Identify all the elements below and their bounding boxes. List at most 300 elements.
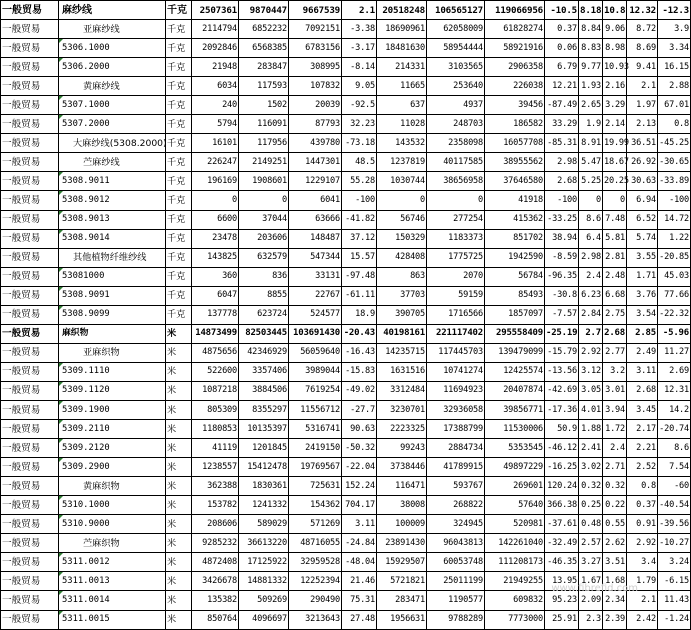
cell-v7[interactable]: 7773000 xyxy=(485,610,545,629)
cell-v10[interactable]: 19.99 xyxy=(603,134,627,153)
cell-v4[interactable]: -22.04 xyxy=(342,458,377,477)
cell-v2[interactable]: 82503445 xyxy=(239,324,289,343)
cell-commodity[interactable]: 黄麻纱线 xyxy=(59,77,166,96)
cell-v1[interactable]: 2507361 xyxy=(192,1,239,20)
cell-v10[interactable]: 3.2 xyxy=(603,362,627,381)
cell-v11[interactable]: 2.52 xyxy=(627,458,658,477)
cell-commodity[interactable]: 其他植物纤维纱线 xyxy=(59,248,166,267)
cell-v4[interactable]: -24.84 xyxy=(342,534,377,553)
cell-v12[interactable]: -12.3 xyxy=(658,1,691,20)
cell-v6[interactable]: 2884734 xyxy=(427,439,485,458)
cell-v11[interactable]: 2.68 xyxy=(627,381,658,400)
cell-v9[interactable]: 8.91 xyxy=(579,134,603,153)
cell-v1[interactable]: 240 xyxy=(192,96,239,115)
cell-v3[interactable]: 48716055 xyxy=(289,534,342,553)
cell-v6[interactable]: 58954444 xyxy=(427,39,485,58)
cell-commodity[interactable]: 5307.2000 xyxy=(59,115,166,134)
cell-v9[interactable]: 6.4 xyxy=(579,229,603,248)
cell-v6[interactable]: 1775725 xyxy=(427,248,485,267)
cell-v12[interactable]: -20.85 xyxy=(658,248,691,267)
cell-v2[interactable]: 1502 xyxy=(239,96,289,115)
cell-v2[interactable]: 17125922 xyxy=(239,553,289,572)
cell-v5[interactable]: 100009 xyxy=(377,515,427,534)
cell-v4[interactable]: -61.11 xyxy=(342,286,377,305)
cell-commodity[interactable]: 5309.1120 xyxy=(59,381,166,400)
cell-v9[interactable]: 3.02 xyxy=(579,458,603,477)
cell-v1[interactable]: 1087218 xyxy=(192,381,239,400)
cell-unit[interactable]: 千克 xyxy=(166,210,192,229)
cell-v9[interactable]: 2.41 xyxy=(579,439,603,458)
cell-v11[interactable]: 6.52 xyxy=(627,210,658,229)
cell-trade-mode[interactable]: 一般贸易 xyxy=(1,172,59,191)
cell-v8[interactable]: 95.23 xyxy=(545,591,579,610)
cell-v7[interactable]: 269601 xyxy=(485,477,545,496)
cell-v2[interactable]: 836 xyxy=(239,267,289,286)
cell-v3[interactable]: 87793 xyxy=(289,115,342,134)
cell-v8[interactable]: -16.25 xyxy=(545,458,579,477)
cell-v4[interactable]: -41.82 xyxy=(342,210,377,229)
cell-v11[interactable]: 2.42 xyxy=(627,610,658,629)
cell-v10[interactable]: 2.48 xyxy=(603,267,627,286)
cell-v7[interactable]: 5353545 xyxy=(485,439,545,458)
cell-v5[interactable]: 15929507 xyxy=(377,553,427,572)
cell-v12[interactable]: -33.89 xyxy=(658,172,691,191)
cell-v7[interactable]: 119066956 xyxy=(485,1,545,20)
cell-trade-mode[interactable]: 一般贸易 xyxy=(1,115,59,134)
cell-commodity[interactable]: 亚麻织物 xyxy=(59,343,166,362)
cell-v1[interactable]: 805309 xyxy=(192,400,239,419)
cell-v5[interactable]: 3230701 xyxy=(377,400,427,419)
cell-v5[interactable]: 1631516 xyxy=(377,362,427,381)
cell-v1[interactable]: 16101 xyxy=(192,134,239,153)
cell-trade-mode[interactable]: 一般贸易 xyxy=(1,572,59,591)
cell-v1[interactable]: 135382 xyxy=(192,591,239,610)
cell-v7[interactable]: 49897229 xyxy=(485,458,545,477)
cell-v11[interactable]: 8.69 xyxy=(627,39,658,58)
cell-v1[interactable]: 6047 xyxy=(192,286,239,305)
cell-v7[interactable]: 39856771 xyxy=(485,400,545,419)
cell-commodity[interactable]: 5308.9091 xyxy=(59,286,166,305)
cell-unit[interactable]: 千克 xyxy=(166,229,192,248)
cell-v11[interactable]: 2.1 xyxy=(627,77,658,96)
cell-commodity[interactable]: 5309.2110 xyxy=(59,420,166,439)
cell-v6[interactable]: 253640 xyxy=(427,77,485,96)
cell-commodity[interactable]: 5311.0014 xyxy=(59,591,166,610)
cell-commodity[interactable]: 5311.0012 xyxy=(59,553,166,572)
cell-v2[interactable]: 509269 xyxy=(239,591,289,610)
cell-commodity[interactable]: 5308.9012 xyxy=(59,191,166,210)
cell-v4[interactable]: -3.38 xyxy=(342,20,377,39)
cell-v9[interactable]: 4.01 xyxy=(579,400,603,419)
cell-v7[interactable]: 1942590 xyxy=(485,248,545,267)
cell-v11[interactable]: 3.55 xyxy=(627,248,658,267)
cell-v8[interactable]: -87.49 xyxy=(545,96,579,115)
cell-v10[interactable]: 0.22 xyxy=(603,496,627,515)
cell-v3[interactable]: 1229107 xyxy=(289,172,342,191)
cell-unit[interactable]: 米 xyxy=(166,553,192,572)
cell-v12[interactable]: -5.96 xyxy=(658,324,691,343)
cell-v2[interactable]: 203606 xyxy=(239,229,289,248)
cell-v1[interactable]: 360 xyxy=(192,267,239,286)
cell-v2[interactable]: 1908601 xyxy=(239,172,289,191)
cell-v6[interactable]: 40117585 xyxy=(427,153,485,172)
cell-v6[interactable]: 2358098 xyxy=(427,134,485,153)
cell-v12[interactable]: -45.25 xyxy=(658,134,691,153)
cell-v8[interactable]: 12.21 xyxy=(545,77,579,96)
cell-v12[interactable]: -40.54 xyxy=(658,496,691,515)
cell-v4[interactable]: -3.17 xyxy=(342,39,377,58)
cell-v11[interactable]: 2.85 xyxy=(627,324,658,343)
cell-v5[interactable]: 20518248 xyxy=(377,1,427,20)
cell-v9[interactable]: 5.25 xyxy=(579,172,603,191)
cell-v2[interactable]: 36613220 xyxy=(239,534,289,553)
cell-v11[interactable]: 30.63 xyxy=(627,172,658,191)
cell-unit[interactable]: 米 xyxy=(166,420,192,439)
cell-v4[interactable]: 55.28 xyxy=(342,172,377,191)
cell-unit[interactable]: 米 xyxy=(166,591,192,610)
cell-v11[interactable]: 12.32 xyxy=(627,1,658,20)
cell-v9[interactable]: 1.88 xyxy=(579,420,603,439)
cell-commodity[interactable]: 麻织物 xyxy=(59,324,166,343)
cell-v5[interactable]: 637 xyxy=(377,96,427,115)
cell-v9[interactable]: 3.05 xyxy=(579,381,603,400)
cell-v8[interactable]: 0.06 xyxy=(545,39,579,58)
cell-v6[interactable]: 11694923 xyxy=(427,381,485,400)
cell-v9[interactable]: 5.47 xyxy=(579,153,603,172)
cell-v6[interactable]: 59159 xyxy=(427,286,485,305)
cell-trade-mode[interactable]: 一般贸易 xyxy=(1,439,59,458)
cell-v12[interactable]: 77.66 xyxy=(658,286,691,305)
cell-trade-mode[interactable]: 一般贸易 xyxy=(1,229,59,248)
cell-v12[interactable]: 0.8 xyxy=(658,115,691,134)
cell-v9[interactable]: 6.23 xyxy=(579,286,603,305)
cell-v2[interactable]: 1201845 xyxy=(239,439,289,458)
cell-v7[interactable]: 295558409 xyxy=(485,324,545,343)
cell-v6[interactable]: 32936058 xyxy=(427,400,485,419)
cell-v1[interactable]: 4875656 xyxy=(192,343,239,362)
cell-v1[interactable]: 0 xyxy=(192,191,239,210)
cell-v12[interactable]: -22.32 xyxy=(658,305,691,324)
cell-v12[interactable]: 12.31 xyxy=(658,381,691,400)
cell-trade-mode[interactable]: 一般贸易 xyxy=(1,458,59,477)
cell-v5[interactable]: 0 xyxy=(377,191,427,210)
cell-v9[interactable]: 3.27 xyxy=(579,553,603,572)
cell-v7[interactable]: 520981 xyxy=(485,515,545,534)
cell-v4[interactable]: -15.83 xyxy=(342,362,377,381)
cell-v2[interactable]: 37044 xyxy=(239,210,289,229)
cell-v7[interactable]: 186582 xyxy=(485,115,545,134)
cell-v12[interactable]: -20.74 xyxy=(658,420,691,439)
cell-v6[interactable]: 62058009 xyxy=(427,20,485,39)
cell-v7[interactable]: 21949255 xyxy=(485,572,545,591)
cell-unit[interactable]: 千克 xyxy=(166,115,192,134)
cell-v2[interactable]: 3884506 xyxy=(239,381,289,400)
cell-v3[interactable]: 11556712 xyxy=(289,400,342,419)
cell-v12[interactable]: 3.9 xyxy=(658,20,691,39)
cell-trade-mode[interactable]: 一般贸易 xyxy=(1,20,59,39)
cell-v4[interactable]: 32.23 xyxy=(342,115,377,134)
cell-v6[interactable]: 4937 xyxy=(427,96,485,115)
cell-v6[interactable]: 10741274 xyxy=(427,362,485,381)
cell-unit[interactable]: 米 xyxy=(166,362,192,381)
cell-v8[interactable]: -15.79 xyxy=(545,343,579,362)
cell-v11[interactable]: 3.45 xyxy=(627,400,658,419)
cell-v10[interactable]: 20.25 xyxy=(603,172,627,191)
cell-commodity[interactable]: 5311.0013 xyxy=(59,572,166,591)
cell-v12[interactable]: 8.6 xyxy=(658,439,691,458)
cell-trade-mode[interactable]: 一般贸易 xyxy=(1,515,59,534)
cell-v7[interactable]: 85493 xyxy=(485,286,545,305)
cell-v2[interactable]: 1830361 xyxy=(239,477,289,496)
cell-v2[interactable]: 8355297 xyxy=(239,400,289,419)
cell-v6[interactable]: 221117402 xyxy=(427,324,485,343)
cell-v4[interactable]: -50.32 xyxy=(342,439,377,458)
cell-v11[interactable]: 5.74 xyxy=(627,229,658,248)
cell-v4[interactable]: 18.9 xyxy=(342,305,377,324)
cell-v12[interactable]: 3.34 xyxy=(658,39,691,58)
cell-v11[interactable]: 8.72 xyxy=(627,20,658,39)
cell-trade-mode[interactable]: 一般贸易 xyxy=(1,324,59,343)
cell-v3[interactable]: 3213643 xyxy=(289,610,342,629)
cell-v7[interactable]: 142261040 xyxy=(485,534,545,553)
cell-v8[interactable]: 366.38 xyxy=(545,496,579,515)
cell-v1[interactable]: 153782 xyxy=(192,496,239,515)
cell-v2[interactable]: 589029 xyxy=(239,515,289,534)
cell-v6[interactable]: 25011199 xyxy=(427,572,485,591)
cell-unit[interactable]: 米 xyxy=(166,343,192,362)
cell-v10[interactable]: 2.16 xyxy=(603,77,627,96)
cell-v8[interactable]: 2.68 xyxy=(545,172,579,191)
cell-v12[interactable]: 3.24 xyxy=(658,553,691,572)
cell-v5[interactable]: 56746 xyxy=(377,210,427,229)
cell-v7[interactable]: 39456 xyxy=(485,96,545,115)
cell-v6[interactable]: 2070 xyxy=(427,267,485,286)
cell-v1[interactable]: 14873499 xyxy=(192,324,239,343)
cell-trade-mode[interactable]: 一般贸易 xyxy=(1,248,59,267)
cell-v3[interactable]: 571269 xyxy=(289,515,342,534)
cell-v11[interactable]: 9.41 xyxy=(627,58,658,77)
cell-v9[interactable]: 0.48 xyxy=(579,515,603,534)
cell-unit[interactable]: 米 xyxy=(166,610,192,629)
cell-v3[interactable]: 308995 xyxy=(289,58,342,77)
cell-unit[interactable]: 千克 xyxy=(166,1,192,20)
cell-v4[interactable]: -16.43 xyxy=(342,343,377,362)
cell-v2[interactable]: 117956 xyxy=(239,134,289,153)
cell-v1[interactable]: 5794 xyxy=(192,115,239,134)
cell-commodity[interactable]: 5311.0015 xyxy=(59,610,166,629)
cell-v8[interactable]: -25.19 xyxy=(545,324,579,343)
cell-v9[interactable]: 0.32 xyxy=(579,477,603,496)
cell-v10[interactable]: 18.67 xyxy=(603,153,627,172)
cell-v12[interactable]: 16.15 xyxy=(658,58,691,77)
cell-v4[interactable]: 21.46 xyxy=(342,572,377,591)
cell-v1[interactable]: 208606 xyxy=(192,515,239,534)
cell-v3[interactable]: 32959528 xyxy=(289,553,342,572)
cell-v12[interactable]: 67.01 xyxy=(658,96,691,115)
cell-v2[interactable]: 14881332 xyxy=(239,572,289,591)
cell-trade-mode[interactable]: 一般贸易 xyxy=(1,591,59,610)
cell-v9[interactable]: 2.92 xyxy=(579,343,603,362)
cell-v5[interactable]: 37703 xyxy=(377,286,427,305)
cell-unit[interactable]: 米 xyxy=(166,572,192,591)
cell-v10[interactable]: 9.06 xyxy=(603,20,627,39)
cell-v6[interactable]: 117445703 xyxy=(427,343,485,362)
cell-v10[interactable]: 2.34 xyxy=(603,591,627,610)
cell-v4[interactable]: 48.5 xyxy=(342,153,377,172)
cell-v5[interactable]: 2223325 xyxy=(377,420,427,439)
cell-v10[interactable]: 1.72 xyxy=(603,420,627,439)
cell-unit[interactable]: 千克 xyxy=(166,191,192,210)
cell-v8[interactable]: -100 xyxy=(545,191,579,210)
cell-trade-mode[interactable]: 一般贸易 xyxy=(1,153,59,172)
cell-v8[interactable]: -42.69 xyxy=(545,381,579,400)
cell-v11[interactable]: 2.1 xyxy=(627,591,658,610)
cell-v8[interactable]: 6.79 xyxy=(545,58,579,77)
cell-v1[interactable]: 23478 xyxy=(192,229,239,248)
cell-commodity[interactable]: 黄麻织物 xyxy=(59,477,166,496)
cell-v3[interactable]: 7092151 xyxy=(289,20,342,39)
cell-v5[interactable]: 214331 xyxy=(377,58,427,77)
cell-v8[interactable]: -30.8 xyxy=(545,286,579,305)
cell-commodity[interactable]: 麻纱线 xyxy=(59,1,166,20)
cell-v3[interactable]: 56059640 xyxy=(289,343,342,362)
cell-v2[interactable]: 6568385 xyxy=(239,39,289,58)
cell-v5[interactable]: 23891430 xyxy=(377,534,427,553)
cell-v2[interactable]: 8855 xyxy=(239,286,289,305)
cell-commodity[interactable]: 5308.9099 xyxy=(59,305,166,324)
cell-v1[interactable]: 226247 xyxy=(192,153,239,172)
cell-v4[interactable]: -49.02 xyxy=(342,381,377,400)
cell-v1[interactable]: 1180853 xyxy=(192,420,239,439)
cell-v3[interactable]: 439780 xyxy=(289,134,342,153)
cell-v2[interactable]: 2149251 xyxy=(239,153,289,172)
cell-v4[interactable]: 2.1 xyxy=(342,1,377,20)
cell-v8[interactable]: -46.12 xyxy=(545,439,579,458)
cell-v12[interactable]: 2.88 xyxy=(658,77,691,96)
cell-unit[interactable]: 千克 xyxy=(166,39,192,58)
cell-v9[interactable]: 8.18 xyxy=(579,1,603,20)
cell-v9[interactable]: 2.57 xyxy=(579,534,603,553)
cell-v12[interactable]: -10.27 xyxy=(658,534,691,553)
cell-commodity[interactable]: 亚麻纱线 xyxy=(59,20,166,39)
cell-unit[interactable]: 千克 xyxy=(166,58,192,77)
cell-v9[interactable]: 2.65 xyxy=(579,96,603,115)
cell-v8[interactable]: 0.37 xyxy=(545,20,579,39)
cell-v3[interactable]: 5316741 xyxy=(289,420,342,439)
cell-v2[interactable]: 6852232 xyxy=(239,20,289,39)
cell-v3[interactable]: 3989044 xyxy=(289,362,342,381)
cell-trade-mode[interactable]: 一般贸易 xyxy=(1,1,59,20)
cell-unit[interactable]: 米 xyxy=(166,324,192,343)
cell-v3[interactable]: 9667539 xyxy=(289,1,342,20)
cell-v10[interactable]: 0.55 xyxy=(603,515,627,534)
cell-unit[interactable]: 千克 xyxy=(166,20,192,39)
cell-commodity[interactable]: 5308.9011 xyxy=(59,172,166,191)
cell-unit[interactable]: 千克 xyxy=(166,248,192,267)
cell-commodity[interactable]: 5306.2000 xyxy=(59,58,166,77)
cell-trade-mode[interactable]: 一般贸易 xyxy=(1,496,59,515)
cell-v9[interactable]: 2.4 xyxy=(579,267,603,286)
cell-v8[interactable]: -10.5 xyxy=(545,1,579,20)
cell-v12[interactable]: -39.56 xyxy=(658,515,691,534)
cell-v1[interactable]: 41119 xyxy=(192,439,239,458)
cell-v3[interactable]: 7619254 xyxy=(289,381,342,400)
cell-v12[interactable]: -60 xyxy=(658,477,691,496)
cell-trade-mode[interactable]: 一般贸易 xyxy=(1,134,59,153)
cell-v11[interactable]: 6.94 xyxy=(627,191,658,210)
cell-v4[interactable]: -100 xyxy=(342,191,377,210)
cell-v7[interactable]: 111208173 xyxy=(485,553,545,572)
cell-v12[interactable]: 45.03 xyxy=(658,267,691,286)
cell-unit[interactable]: 米 xyxy=(166,439,192,458)
cell-unit[interactable]: 米 xyxy=(166,381,192,400)
cell-v5[interactable]: 150329 xyxy=(377,229,427,248)
cell-v3[interactable]: 524577 xyxy=(289,305,342,324)
cell-v12[interactable]: 14.2 xyxy=(658,400,691,419)
cell-v5[interactable]: 1030744 xyxy=(377,172,427,191)
cell-v11[interactable]: 3.4 xyxy=(627,553,658,572)
cell-trade-mode[interactable]: 一般贸易 xyxy=(1,286,59,305)
cell-v10[interactable]: 2.81 xyxy=(603,248,627,267)
cell-v8[interactable]: 13.95 xyxy=(545,572,579,591)
cell-v9[interactable]: 3.12 xyxy=(579,362,603,381)
cell-v6[interactable]: 41789915 xyxy=(427,458,485,477)
cell-v1[interactable]: 3426678 xyxy=(192,572,239,591)
cell-v1[interactable]: 21948 xyxy=(192,58,239,77)
cell-v6[interactable]: 106565127 xyxy=(427,1,485,20)
cell-v12[interactable]: 2.69 xyxy=(658,362,691,381)
cell-v9[interactable]: 1.93 xyxy=(579,77,603,96)
cell-v7[interactable]: 11530006 xyxy=(485,420,545,439)
cell-trade-mode[interactable]: 一般贸易 xyxy=(1,477,59,496)
cell-v9[interactable]: 9.77 xyxy=(579,58,603,77)
cell-v7[interactable]: 58921916 xyxy=(485,39,545,58)
cell-v6[interactable]: 9788289 xyxy=(427,610,485,629)
cell-v11[interactable]: 2.21 xyxy=(627,439,658,458)
cell-v2[interactable]: 283847 xyxy=(239,58,289,77)
cell-v2[interactable]: 3357406 xyxy=(239,362,289,381)
cell-v7[interactable]: 16057708 xyxy=(485,134,545,153)
cell-trade-mode[interactable]: 一般贸易 xyxy=(1,77,59,96)
cell-v11[interactable]: 2.92 xyxy=(627,534,658,553)
cell-v4[interactable]: -73.18 xyxy=(342,134,377,153)
cell-v10[interactable]: 2.62 xyxy=(603,534,627,553)
cell-v9[interactable]: 2.7 xyxy=(579,324,603,343)
cell-v9[interactable]: 2.98 xyxy=(579,248,603,267)
cell-v3[interactable]: 547344 xyxy=(289,248,342,267)
cell-v2[interactable]: 0 xyxy=(239,191,289,210)
cell-trade-mode[interactable]: 一般贸易 xyxy=(1,305,59,324)
cell-v4[interactable]: -92.5 xyxy=(342,96,377,115)
cell-commodity[interactable]: 5310.9000 xyxy=(59,515,166,534)
cell-commodity[interactable]: 5308.9013 xyxy=(59,210,166,229)
cell-v2[interactable]: 10135397 xyxy=(239,420,289,439)
cell-v6[interactable]: 248703 xyxy=(427,115,485,134)
cell-v7[interactable]: 56784 xyxy=(485,267,545,286)
cell-v10[interactable]: 2.77 xyxy=(603,343,627,362)
cell-v11[interactable]: 36.51 xyxy=(627,134,658,153)
cell-v2[interactable]: 15412478 xyxy=(239,458,289,477)
cell-v6[interactable]: 593767 xyxy=(427,477,485,496)
cell-trade-mode[interactable]: 一般贸易 xyxy=(1,343,59,362)
cell-v2[interactable]: 623724 xyxy=(239,305,289,324)
cell-v4[interactable]: 75.31 xyxy=(342,591,377,610)
cell-v5[interactable]: 18690961 xyxy=(377,20,427,39)
cell-commodity[interactable]: 5310.1000 xyxy=(59,496,166,515)
cell-v1[interactable]: 137778 xyxy=(192,305,239,324)
cell-v5[interactable]: 116471 xyxy=(377,477,427,496)
cell-v7[interactable]: 12425574 xyxy=(485,362,545,381)
